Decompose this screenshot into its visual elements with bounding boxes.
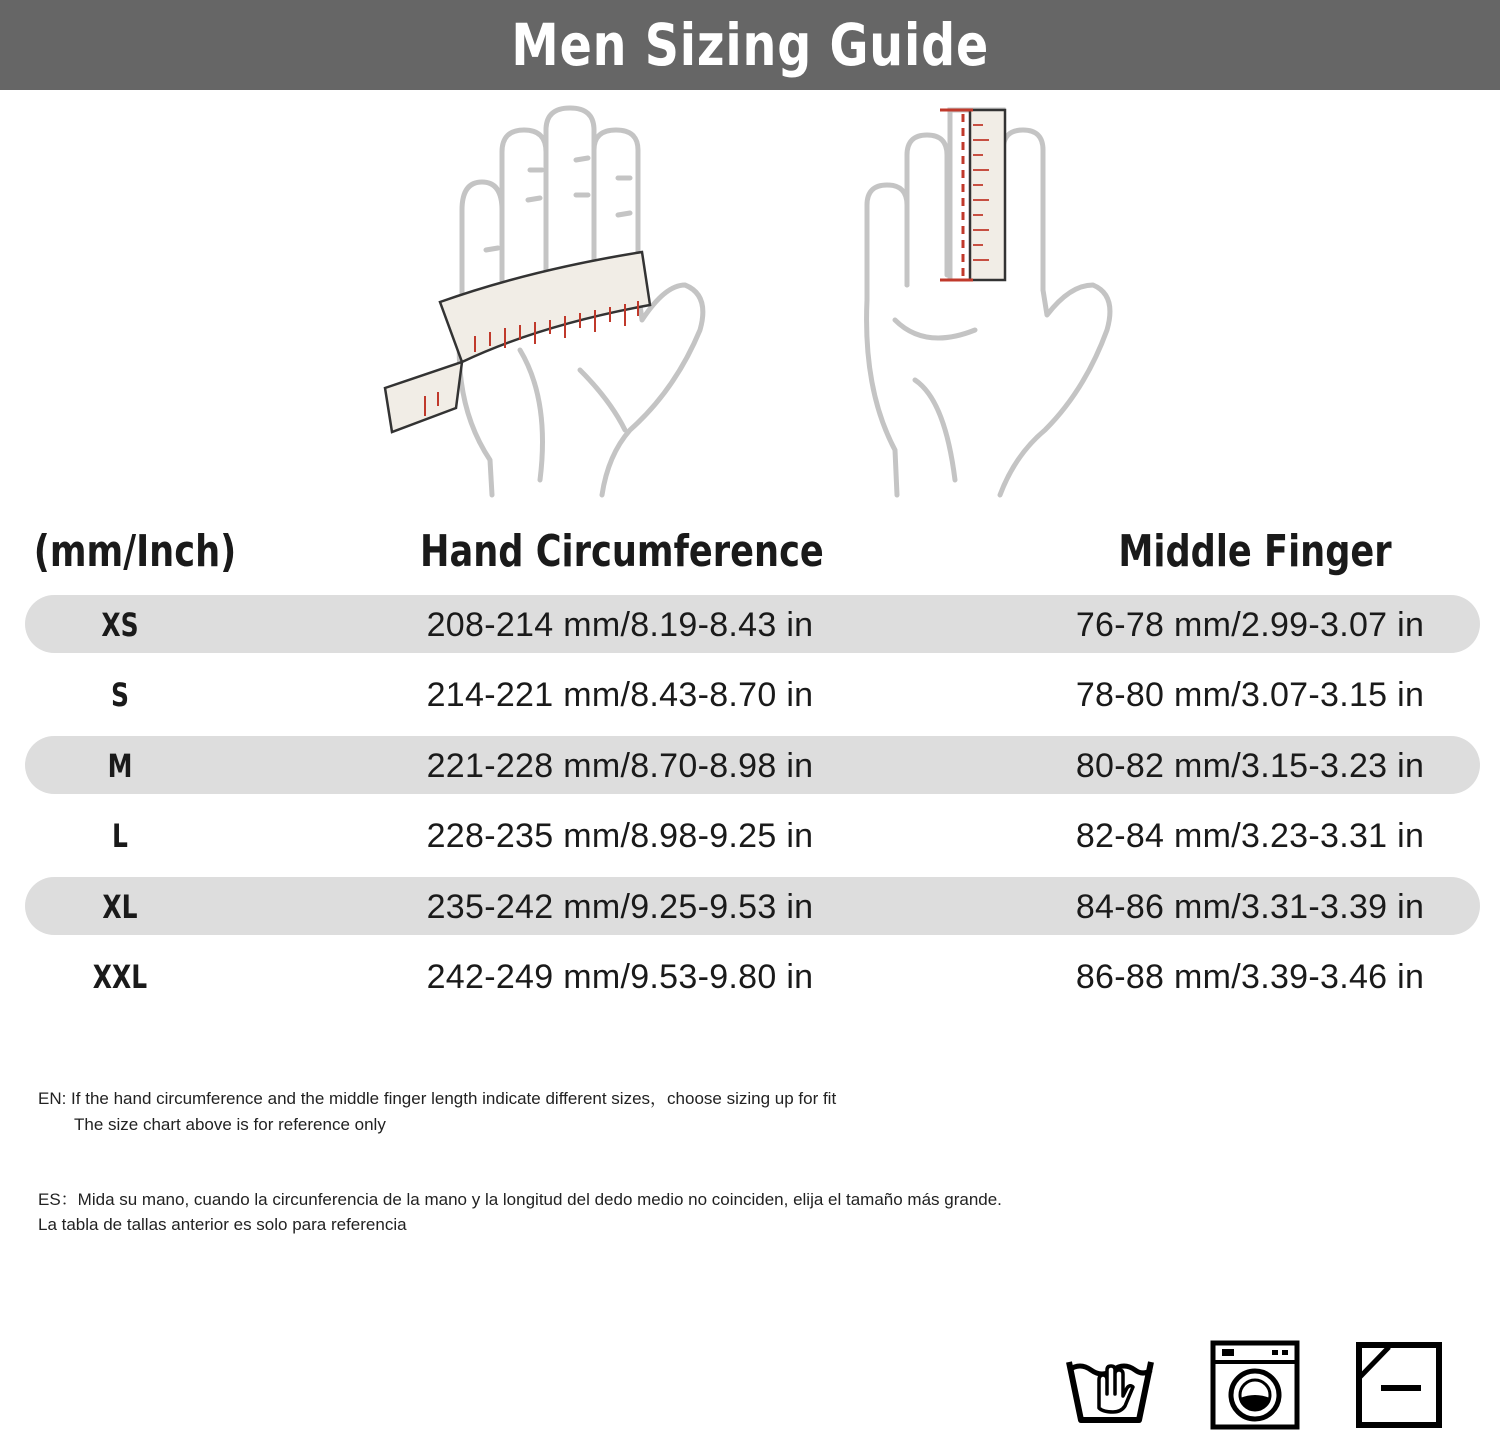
circumference-value: 235-242 mm/9.25-9.53 in <box>426 887 814 926</box>
size-label: XS <box>101 606 139 644</box>
circumference-value: 208-214 mm/8.19-8.43 in <box>426 606 814 644</box>
machine-wash-icon <box>1210 1340 1300 1430</box>
table-header <box>0 522 1500 582</box>
size-label: XL <box>102 887 138 926</box>
note-en-line2: The size chart above is for reference only <box>74 1115 386 1134</box>
page-title: Men Sizing Guide <box>511 11 989 79</box>
table-row <box>25 806 1480 876</box>
note-es-line1: ES：Mida su mano, cuando la circunferencia de la mano y la longitud del dedo medio no coinciden, elija el tamaño más grande. <box>38 1190 1002 1209</box>
middle-finger-value: 78-80 mm/3.07-3.15 in <box>1075 676 1425 715</box>
middle-finger-value: 86-88 mm/3.39-3.46 in <box>1075 957 1425 996</box>
middle-finger-value: 76-78 mm/2.99-3.07 in <box>1075 606 1425 644</box>
table-row <box>25 947 1480 1017</box>
flat-dry-icon <box>1355 1340 1445 1430</box>
hand-circumference-measure-icon <box>380 100 720 500</box>
middle-finger-measure-icon <box>855 100 1125 500</box>
circumference-value: 214-221 mm/8.43-8.70 in <box>426 676 814 715</box>
table-row <box>25 736 1480 806</box>
size-table <box>25 595 1480 1017</box>
size-label: XXL <box>92 957 148 996</box>
table-row <box>25 665 1480 735</box>
middle-finger-value: 82-84 mm/3.23-3.31 in <box>1075 817 1425 856</box>
circumference-header: Hand Circumference <box>420 526 824 577</box>
circumference-value: 228-235 mm/8.98-9.25 in <box>426 817 814 856</box>
size-label: S <box>111 676 129 715</box>
table-row <box>25 877 1480 947</box>
circumference-value: 221-228 mm/8.70-8.98 in <box>426 746 814 785</box>
middle-finger-value: 84-86 mm/3.31-3.39 in <box>1075 887 1425 926</box>
note-es-line2: La tabla de tallas anterior es solo para referencia <box>38 1215 407 1234</box>
note-en-line1: EN: If the hand circumference and the middle finger length indicate different sizes，choose sizing up for fit <box>38 1089 837 1108</box>
middle-finger-value: 80-82 mm/3.15-3.23 in <box>1075 746 1425 785</box>
hand-wash-icon <box>1065 1340 1155 1430</box>
circumference-value: 242-249 mm/9.53-9.80 in <box>426 957 814 996</box>
size-label: M <box>107 746 133 785</box>
table-row <box>25 595 1480 665</box>
size-label: L <box>112 817 128 856</box>
unit-header: (mm/Inch) <box>33 526 237 577</box>
middle-finger-header: Middle Finger <box>1118 526 1392 577</box>
header-banner <box>0 0 1500 90</box>
